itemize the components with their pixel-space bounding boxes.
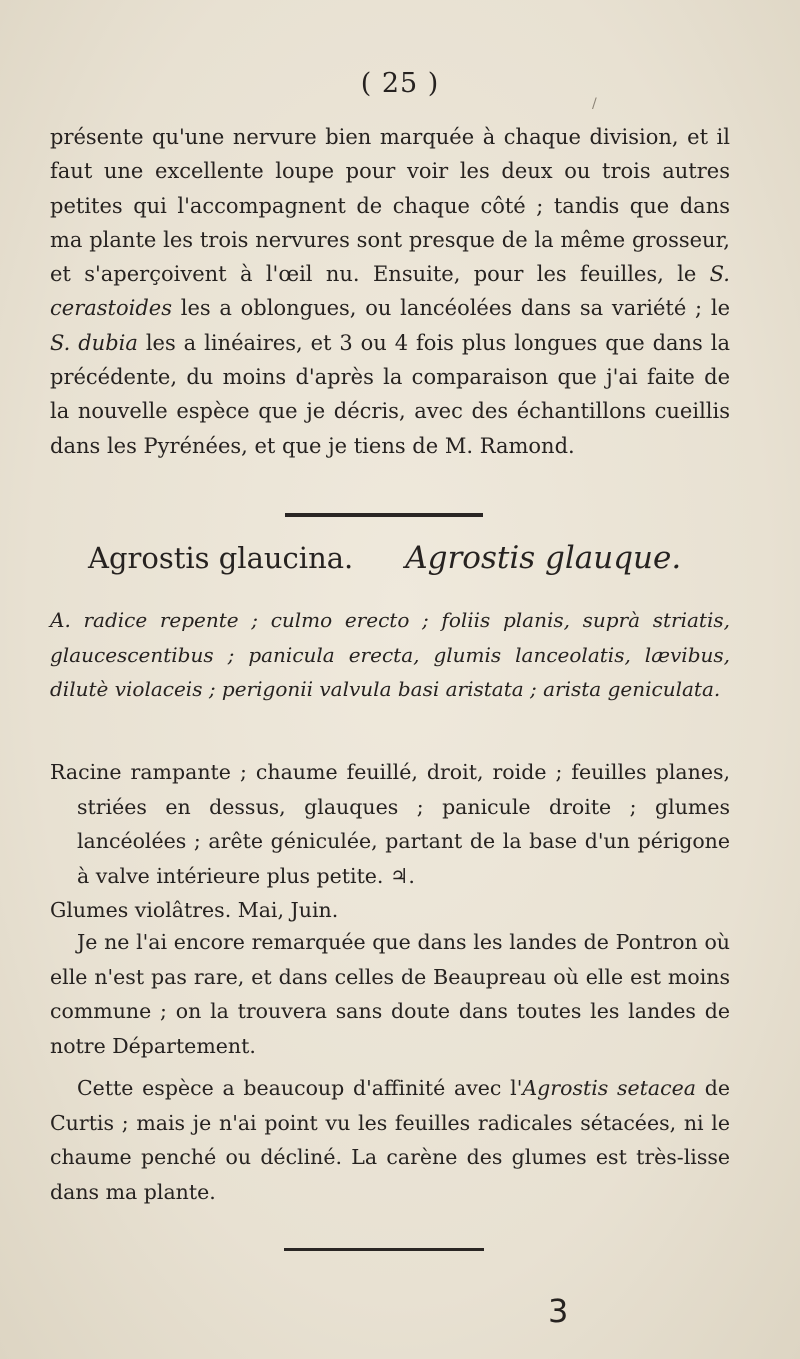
species-name-setacea: Agrostis setacea [522, 1076, 696, 1100]
affinity-text-1: Cette espèce a beaucoup d'affinité avec l' [77, 1076, 523, 1100]
end-divider [284, 1248, 484, 1251]
signature-mark: 3 [548, 1292, 569, 1330]
description-tail: Glumes violâtres. Mai, Juin. [50, 898, 339, 922]
latin-diagnosis: A. radice repente ; culmo erecto ; foliis planis, suprà striatis, glaucescentibus ; panicula erecta, glumis lanceolatis, lævibus, dilutè violaceis ; perigonii valvula basi aristata ; arista geniculata. [50, 608, 730, 701]
habitat-paragraph: Je ne l'ai encore remarquée que dans les landes de Pontron où elle n'est pas rare, et dans celles de Beaupreau où elle est moins commune ; on la trouvera sans doute dans toutes les landes de notre Département. [50, 930, 730, 1058]
species-name-cerastoides: S. cerastoides [50, 262, 730, 321]
description-text: Racine rampante ; chaume feuillé, droit, roide ; feuilles planes, striées en dessus, glauques ; panicule droite ; glumes lancéolées ; arête géniculée, partant de la base d'un périgone à valve intérieure plus petite. ♃. [50, 760, 730, 888]
intro-text-2: les a oblongues, ou lancéolées dans sa variété ; le [171, 296, 730, 321]
intro-text-1: présente qu'une nervure bien marquée à chaque division, et il faut une excellente loupe pour voir les deux ou trois autres petites qui l'accompagnent de chaque côté ; tandis que dans ma plante les trois nervures sont presque de la même grosseur, et s'aperçoivent à l'œil nu. Ensuite, pour les feuilles, le [50, 125, 730, 287]
species-title-french: Agrostis glauque. [405, 540, 682, 576]
species-name-dubia: S. dubia [50, 330, 138, 355]
page-number: ( 25 ) [360, 68, 440, 99]
species-title-latin: Agrostis glaucina. [88, 541, 354, 575]
stray-ink-mark: / [592, 96, 597, 112]
intro-text-3: les a linéaires, et 3 ou 4 fois plus longues que dans la précédente, du moins d'après la comparaison que j'ai faite de la nouvelle espèce que je décris, avec des échantillons cueillis dans les Pyrénées, et que je tiens de M. Ramond. [50, 330, 730, 458]
affinity-paragraph [50, 1071, 730, 1209]
affinity-text-2: de Curtis ; mais je n'ai point vu les feuilles radicales sétacées, ni le chaume penché ou décliné. La carène des glumes est très-lisse dans ma plante. [50, 1076, 730, 1204]
french-description [50, 755, 730, 928]
intro-paragraph [50, 120, 730, 463]
section-divider [285, 513, 483, 517]
species-heading [88, 540, 768, 576]
habitat-section [50, 925, 730, 1209]
